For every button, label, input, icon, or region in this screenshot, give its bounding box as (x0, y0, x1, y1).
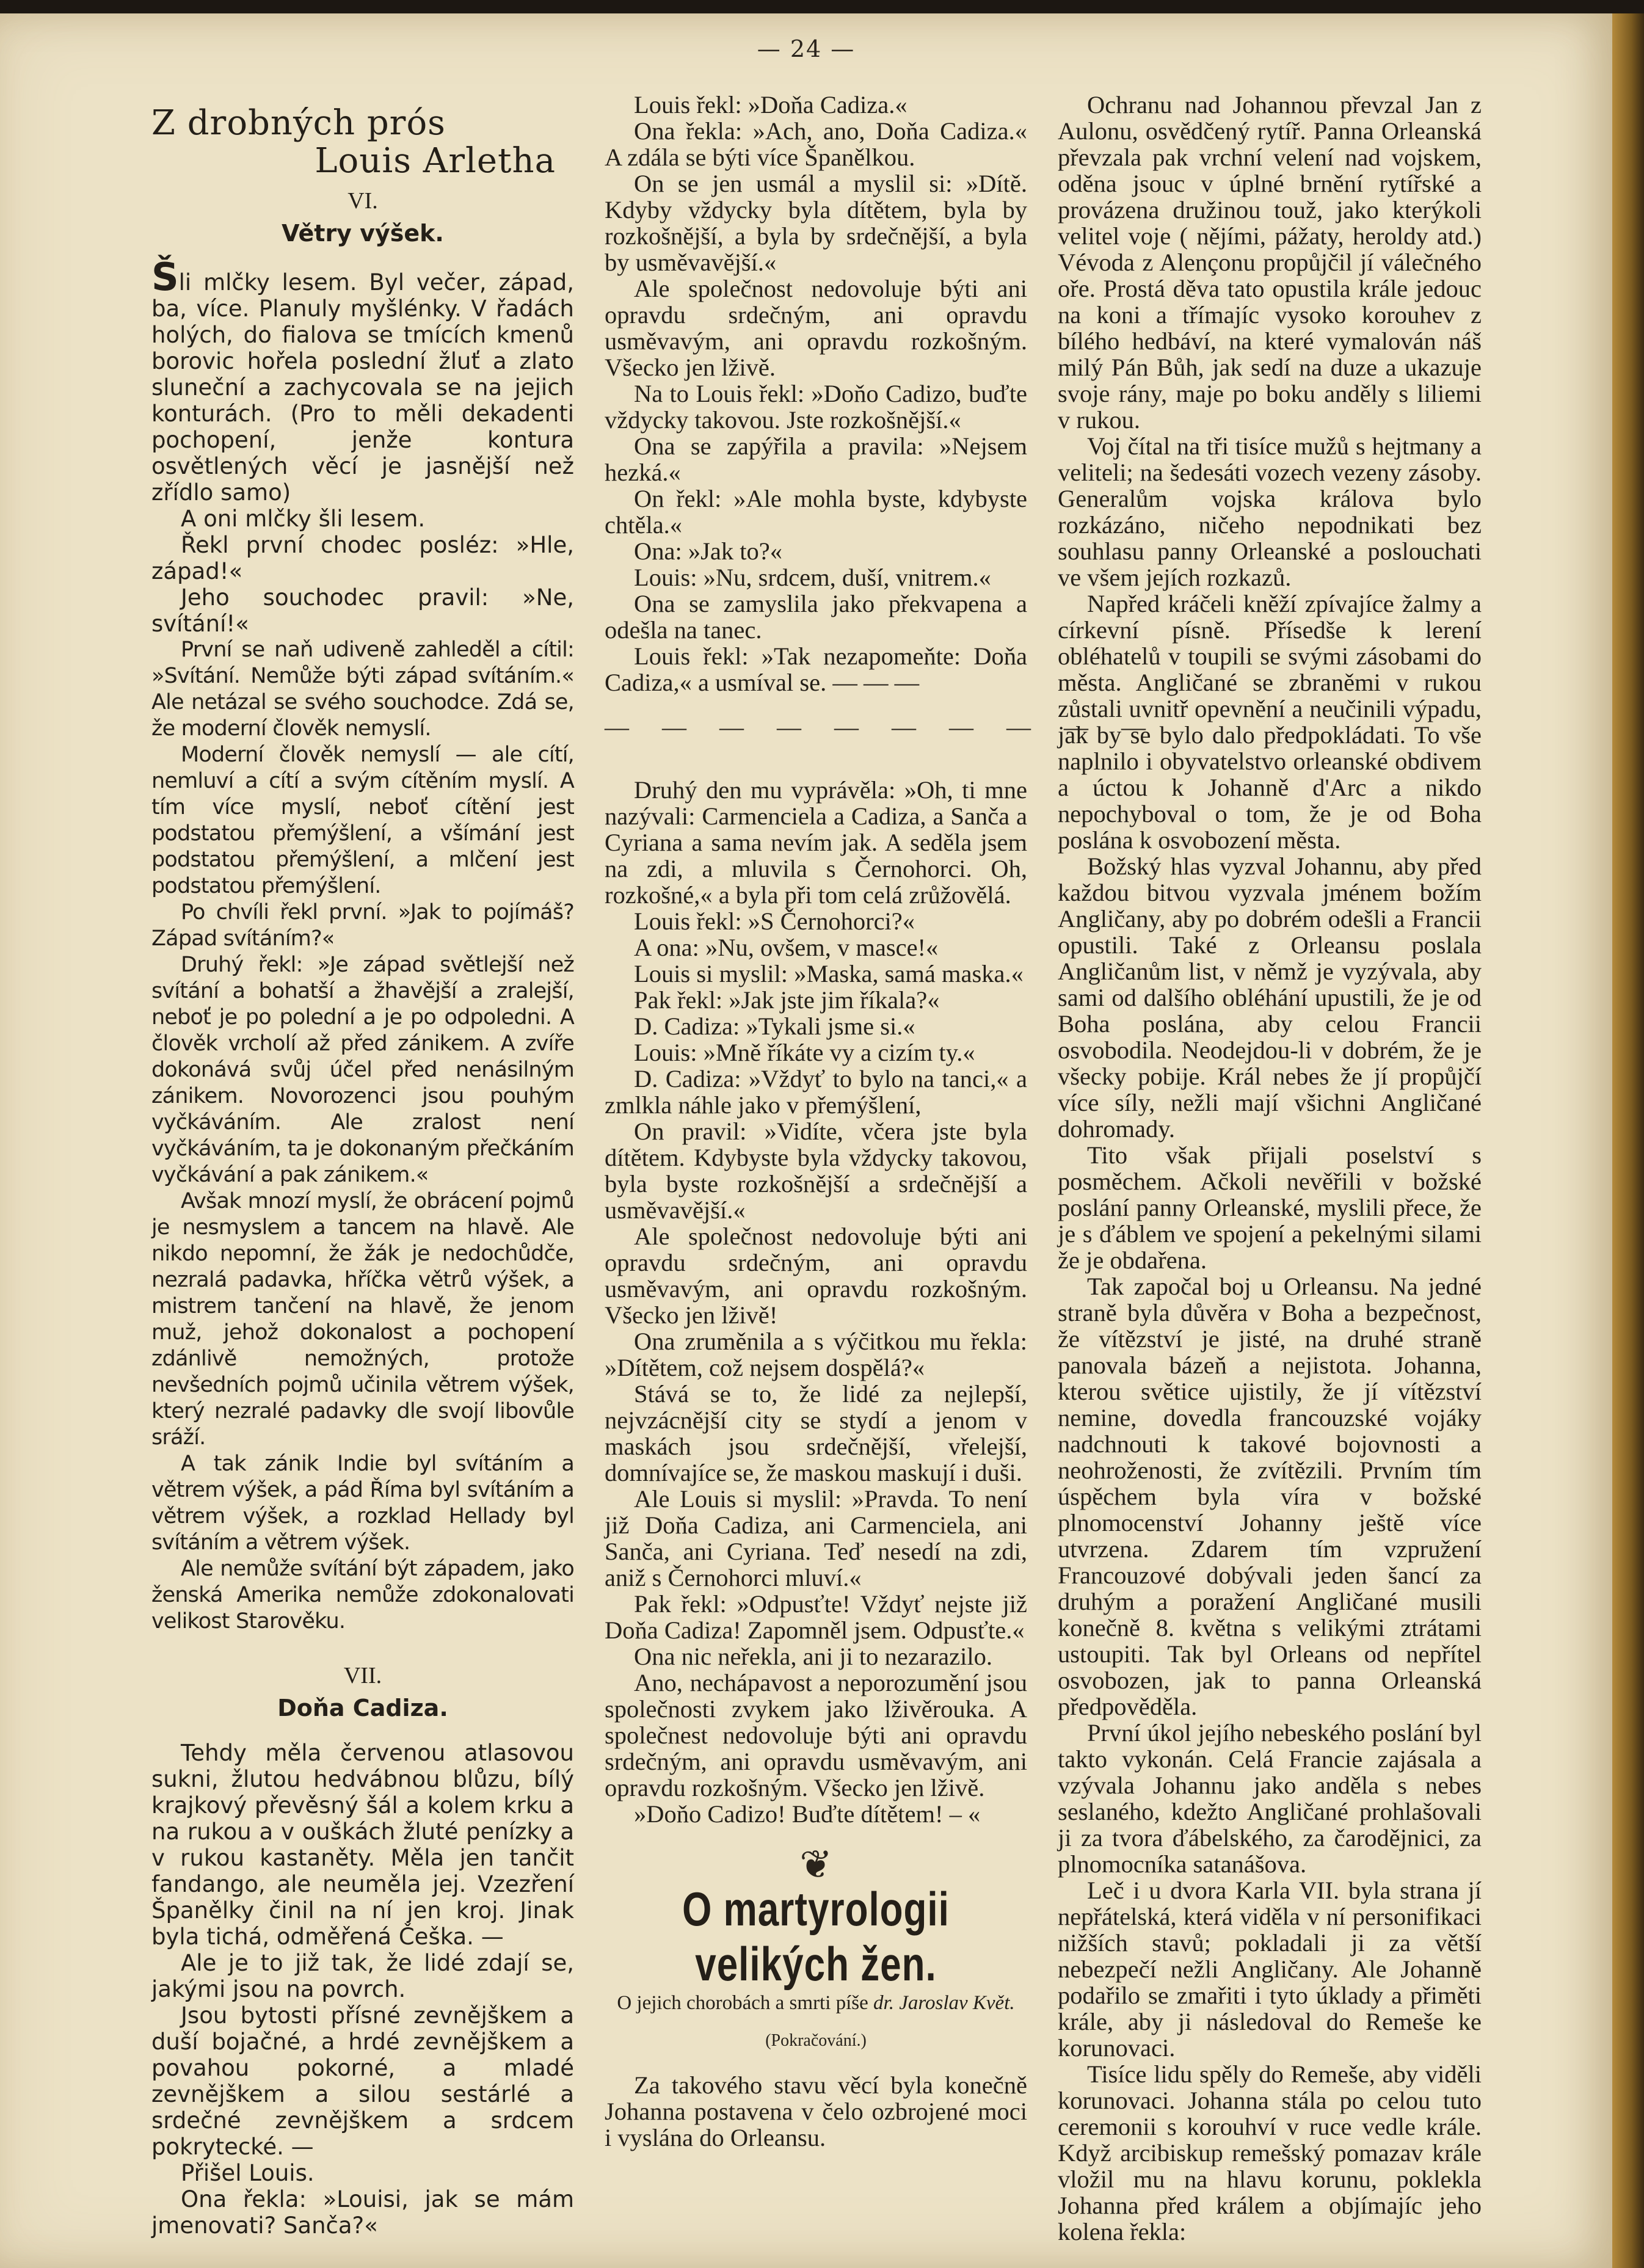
paragraph: A ona: »Nu, ovšem, v masce!« (634, 934, 939, 961)
paragraph: Louis si myslil: »Maska, samá maska.« (634, 960, 1024, 987)
section-title-dona-cadiza: Doňa Cadiza. (277, 1695, 448, 1721)
series-title: Z drobných prós (151, 103, 446, 143)
binding-edge (1612, 13, 1644, 2268)
paragraph: Ona se zapýřila a pravila: »Nejsem hezká.« (605, 432, 1027, 486)
page-number: — 24 — (757, 35, 856, 62)
paragraph: Louis řekl: »Tak nezapomeňte: Doňa Cadiza,« a usmíval se. — — — (605, 642, 1027, 696)
byline: O jejich chorobách a smrti píše dr. Jaroslav Květ. (617, 1992, 1015, 2014)
paragraph: Avšak mnozí myslí, že obrácení pojmů je nesmyslem a tancem na hlavě. Ale nikdo nepomní, že žák je nedochůdče, nezralá padavka, hříčka větrů výšek, a mistrem tančení na hlavě, že jenom muž, jehož dokonalost a pochopení zdánlivě nemožných, protože nevšedních pojmů učinila větrem výšek, který nezralé padavky dle svojí libovůle sráží. (151, 1189, 574, 1450)
section-title-vetry-vysek: Větry výšek. (282, 220, 444, 247)
paragraph: Jeho souchodec pravil: »Ne, svítání!« (151, 584, 574, 637)
paragraph: Božský hlas vyzval Johannu, aby před každou bitvou vyzvala jménem božím Angličany, aby po dobrém odešli a Francii opustili. Také z Orleansu poslala Angličanům list, v němž je vyzývala, aby sami od dalšího obléhání upustili, že je od Boha poslána, aby celou Francii osvobodila. Neodejdou-li v dobrém, že je všecky pobije. Král nebes že jí propůjčí více síly, nežli mají všichni Angličané dohromady. (1058, 852, 1482, 1143)
paragraph: Tisíce lidu spěly do Remeše, aby viděli korunovaci. Johanna stála po celou tuto ceremonii s korouhví v ruce vedle krále. Když arcibiskup remešský pomazav krále vložil mu na hlavu korunu, poklekla Johanna před králem a objímajíc jeho kolena řekla: (1058, 2060, 1482, 2245)
paragraph: Za takového stavu věcí byla konečně Johanna postavena v čelo ozbrojené moci i vyslána do Orleansu. (605, 2071, 1027, 2151)
paragraph: »Doňo Cadizo! Buďte dítětem! – « (634, 1800, 981, 1828)
continued-note: (Pokračování.) (765, 2031, 867, 2050)
column-1 (151, 92, 574, 2239)
paragraph: Jsou bytosti přísné zevnějškem a duší bojačné, a hrdé zevnějškem a povahou pokorné, a mladé zevnějškem a silou sestárlé a srdečné zevnějškem a srdcem pokrytecké. — (151, 2002, 574, 2160)
column-2 (605, 91, 1159, 2151)
paragraph: Ona řekla: »Ach, ano, Doňa Cadiza.« A zdála se býti více Španělkou. (605, 117, 1027, 171)
paragraph: Louis: »Nu, srdcem, duší, vnitrem.« (634, 564, 991, 591)
paragraph: Louis řekl: »Doňa Cadiza.« (634, 91, 907, 118)
paragraph: Ona nic neřekla, ani ji to nezarazilo. (634, 1643, 992, 1670)
paragraph: Ale společnost nedovoluje býti ani opravdu srdečným, ani opravdu usměvavým, ani opravdu rozkošným. Všecko jen lživě! (605, 1223, 1027, 1329)
paragraph: Přišel Louis. (181, 2160, 315, 2186)
byline-author: dr. Jaroslav Květ. (873, 1992, 1015, 2014)
paragraph: První se naň udiveně zahleděl a cítil: »Svítání. Nemůže býti západ svítáním.« Ale netázal se svého souchodce. Zdá se, že moderní člověk nemyslí. (151, 638, 574, 741)
paragraph: Ale společnost nedovoluje býti ani opravdu srdečným, ani opravdu usměvavým, ani opravdu rozkošným. Všecko jen lživě. (605, 275, 1027, 381)
paragraph: Moderní člověk nemyslí — ale cítí, nemluví a cítí a svým cítěním myslí. A tím více myslí, neboť cítění jest podstatou přemýšlení, a všímání jest podstatou přemýšlení, a mlčení jest podstatou přemýšlení. (151, 743, 574, 898)
paragraph: D. Cadiza: »Tykali jsme si.« (634, 1012, 915, 1040)
paragraph: Druhý řekl: »Je západ světlejší než svítání a bohatší a žhavější a zralejší, neboť je po polední a je po odpoledni. A člověk vrcholí až před zánikem. A zvíře dokonává svůj účel před nenásilným zánikem. Novorozenci jsou pouhým vyčkáváním. Ale zralost není vyčkáváním, ta je dokonaným přečkáním vyčkávání a pak zánikem.« (151, 953, 574, 1187)
paragraph: První úkol jejího nebeského poslání byl takto vykonán. Celá Francie zajásala a vzývala Johannu jako anděla s nebes seslaného, kdežto Angličané prohlašovali ji za tvora ďábelského, za čarodějnici, za plnomocníka satanášova. (1058, 1719, 1482, 1878)
paragraph: On řekl: »Ale mohla byste, kdybyste chtěla.« (605, 485, 1027, 539)
paragraph: Po chvíli řekl první. »Jak to pojímáš? Západ svítáním?« (151, 900, 574, 951)
paragraph: Ona se zamyslila jako překvapena a odešla na tanec. (605, 590, 1027, 644)
paragraph: Ale je to již tak, že lidé zdají se, jakými jsou na povrch. (151, 1950, 574, 2002)
paragraph: Napřed kráčeli kněží zpívajíce žalmy a církevní písně. Přísedše k lerení obléhatelů v toupili se svými zásobami do města. Angličané se zbraněmi v rukou zůstali uvnitř opevnění a neučinili výpadu, jak by se bylo dalo předpokládati. To vše naplnilo i obyvatelstvo orleanské obdivem a úctou k Johanně d'Arc a nikdo nepochyboval o tom, že je od Boha poslána k osvobození města. (1058, 590, 1482, 854)
paragraph: Šli mlčky lesem. Byl večer, západ, ba, více. Planuly myšlénky. V řadách holých, do fialova se tmících kmenů borovic hořela poslední žluť a zlato sluneční a zachycovala se na jejich konturách. (Pro to měli dekadenti pochopení, jenže kontura osvětlených věcí je jasnější než zřídlo samo) (151, 255, 574, 506)
paragraph: D. Cadiza: »Vždyť to bylo na tanci,« a zmlkla náhle jako v přemýšlení, (605, 1065, 1027, 1119)
paragraph: Ale nemůže svítání být západem, jako ženská Amerika nemůže zdokonalovati velikost Starověku. (151, 1557, 574, 1634)
paragraph: Na to Louis řekl: »Doňo Cadizo, buďte vždycky takovou. Jste rozkošnější.« (605, 380, 1027, 434)
paragraph: Ona zruměnila a s výčitkou mu řekla: »Dítětem, což nejsem dospělá?« (605, 1328, 1027, 1381)
paragraph: Ona: »Jak to?« (634, 537, 782, 565)
paragraph: Ochranu nad Johannou převzal Jan z Aulonu, osvědčený rytíř. Panna Orleanská převzala pak vrchní velení nad vojskem, oděna jsouc v úplné brnění rytířské a provázena družinou touž, jako kterýkoli velitel voje ( nějími, pážaty, heroldy atd.) Vévoda z Alençonu propůjčil jí válečného oře. Prostá děva tato opustila krále jedouc na koni a třímajíc vysoko korouhev z bílého hedbáví, na které vymalován náš milý Pán Bůh, jak sedí na duze a ukazuje svoje rány, maje po boku anděly s liliemi v rukou. (1058, 91, 1482, 434)
column-3 (1058, 92, 1482, 2245)
paragraph: Ale Louis si myslil: »Pravda. To není již Doňa Cadiza, ani Carmenciela, ani Sanča, ani Cyriana. Teď nesedí na zdi, aniž s Černohorci mluví.« (605, 1485, 1027, 1591)
drop-cap: Š (151, 255, 179, 299)
paragraph: Ano, nechápavost a neporozumění jsou společnosti zvykem jako lživěrouka. A společnest nedovoluje býti ani opravdu srdečným, ani opravdu usměvavým, ani opravdu rozkošným. Všecko jen lživě. (605, 1669, 1027, 1801)
paragraph: Tehdy měla červenou atlasovou sukni, žlutou hedvábnou blůzu, bílý krajkový převěsný šál a kolem krku a na rukou a v ouškách žluté penízky a v rukou kastaněty. Měla jen tančit fandango, ale neuměla jej. Vzezření Španělky činil na ní jen kroj. Jinak byla tichá, odměřená Češka. — (151, 1740, 574, 1950)
paragraph: Louis řekl: »S Černohorci?« (634, 907, 915, 935)
ornament-icon: ❦ (799, 1843, 832, 1886)
paragraph: On pravil: »Vidíte, včera jste byla dítětem. Kdybyste byla vždycky takovou, byla byste rozkošnější a srdečnější a usměvavější.« (605, 1118, 1027, 1224)
article-title: O martyrologii velikých žen. (682, 1883, 950, 1991)
paragraph: Voj čítal na tři tisíce mužů s hejtmany a veliteli; na šedesáti vozech vezeny zásoby. Generalům vojska králova bylo rozkázáno, ničeho nepodnikati bez souhlasu panny Orleanské a poslouchati ve všem jejích rozkazů. (1058, 432, 1482, 591)
paragraph: Tito však přijali poselství s posměchem. Ačkoli nevěřili v božské poslání panny Orleanské, myslili přece, že je s ďáblem ve spojení a pekelnými silami že je obdařena. (1058, 1141, 1482, 1274)
section-number-vi: VI. (347, 188, 378, 214)
paragraph: A tak zánik Indie byl svítáním a větrem výšek, a pád Říma byl svítáním a větrem výšek, a rozklad Hellady byl svítáním a větrem výšek. (151, 1452, 574, 1555)
paragraph: Ona řekla: »Louisi, jak se mám jmenovati? Sanča?« (151, 2186, 574, 2239)
paragraph: Pak řekl: »Jak jste jim říkala?« (634, 986, 940, 1014)
paragraph: Druhý den mu vyprávěla: »Oh, ti mne nazývali: Carmenciela a Cadiza, a Sanča a Cyriana a sama nevím jak. A seděla jsem na zdi, a mluvila s Černohorci. Oh, rozkošné,« a byla při tom celá zrůžovělá. (605, 776, 1027, 909)
paragraph: Stává se to, že lidé za nejlepší, nejvzácnější city se stydí a jenom v maskách jsou srdečnější, vřelejší, domnívajíce se, že maskou maskují i duši. (605, 1380, 1027, 1486)
paragraph: Řekl první chodec posléz: »Hle, západ!« (151, 532, 574, 584)
section-number-vii: VII. (343, 1663, 382, 1688)
paragraph: Leč i u dvora Karla VII. byla strana jí nepřátelská, která viděla v ní personifikaci nižších stavů; pokladali ji za větší nebezpečí nežli Angličany. Ale Johanně podařilo se zmařiti i tyto úklady a přiměti krále, aby ji následoval do Remeše ke korunovaci. (1058, 1877, 1482, 2062)
paragraph: Pak řekl: »Odpusťte! Vždyť nejste již Doňa Cadiza! Zapomněl jsem. Odpusťte.« (605, 1590, 1027, 1644)
paragraph: Tak započal boj u Orleansu. Na jedné straně byla důvěra v Boha a bezpečnost, že vítězství je jisté, na druhé straně panovala bázeň a nejistota. Johanna, kterou světice ujistily, že jí vítězství nemine, dovedla francouzské vojáky nadchnouti k takové bojovnosti a neohroženosti, že zvítězili. Prvním tím úspěchem byla víra v božské plnomocenství Johanny ještě více utvrzena. Zdarem tím vzpružení Francouzové dobývali jeden šancí za druhým a poražení Angličané musili konečně 8. května s velikými ztrátami ustoupiti. Tak byl Orleans od nepřítel osvobozen, jak to panna Orleanská předpověděla. (1058, 1273, 1482, 1720)
paragraph: On se jen usmál a myslil si: »Dítě. Kdyby vždycky byla dítětem, byla by rozkošnější, a byla by srdečnější, a byla by usměvavější.« (605, 170, 1027, 276)
paragraph: Louis: »Mně říkáte vy a cizím ty.« (634, 1039, 975, 1066)
paragraph: A oni mlčky šli lesem. (181, 506, 426, 532)
section-separator: — — — — — — — — — — (605, 713, 1159, 741)
author-name: Louis Arletha (315, 141, 556, 181)
